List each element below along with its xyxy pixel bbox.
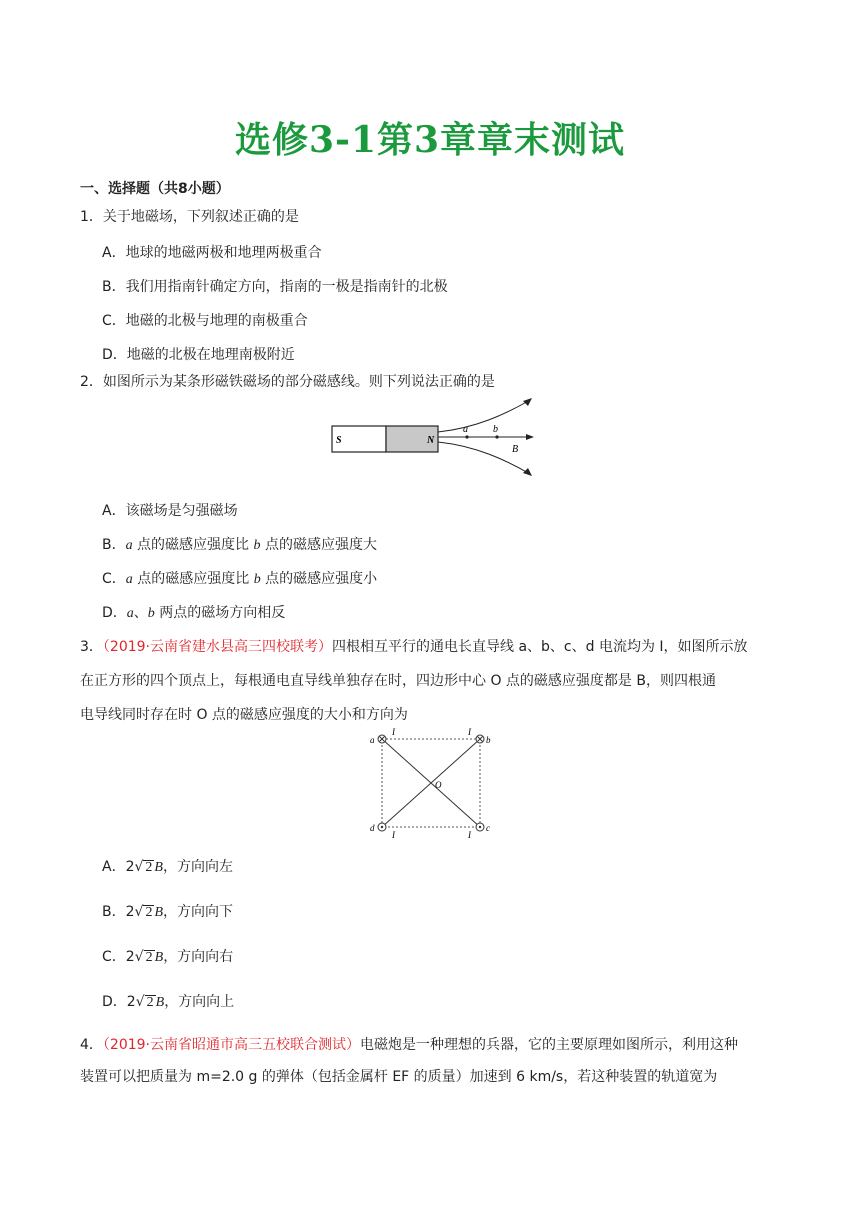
arrow-bottom [523,468,532,476]
arrow-center [526,434,534,440]
q3-option-c: C．2√ 2 B，方向向右 [102,949,234,965]
label-b: b [486,735,491,745]
q2-option-a: A．该磁场是匀强磁场 [102,503,238,519]
question-number: 1． [80,209,103,225]
arrow-top [523,398,532,406]
bar-magnet-figure [326,392,546,484]
page-title: 选修3-1第3章章末测试 [234,119,626,161]
question-3-line-2: 在正方形的四个顶点上，每根通电直导线单独存在时，四边形中心 O 点的磁感应强度都是 B，则四根通 [80,673,716,689]
label-b: b [493,424,498,435]
q2-option-c: C．a 点的磁感应强度比 b 点的磁感应强度小 [102,571,378,587]
q3-option-d: D．2√ 2 B，方向向上 [102,994,235,1010]
q1-option-c: C．地磁的北极与地理的南极重合 [102,313,308,329]
label-a: a [463,424,468,435]
question-source: （2019·云南省昭通市高三五校联合测试） [102,1037,360,1053]
question-3-line-3: 电导线同时存在时 O 点的磁感应强度的大小和方向为 [80,707,408,723]
field-line-top [438,400,530,432]
label-d: d [370,823,375,833]
current-label-a: I [392,727,395,737]
current-label-d: I [392,830,395,839]
question-4-line-1: 4．（2019·云南省昭通市高三五校联合测试）电磁炮是一种理想的兵器，它的主要原理如图所示，利用这种 [80,1037,738,1053]
label-B: B [512,444,519,455]
q1-option-d: D．地磁的北极在地理南极附近 [102,347,295,363]
label-a: a [370,735,375,745]
question-1-stem [80,206,299,226]
n-pole-label: N [427,435,435,446]
q3-option-a: A．2√ 2 B，方向向左 [102,859,233,875]
question-text: 如图所示为某条形磁铁磁场的部分磁感线。则下列说法正确的是 [102,374,495,390]
q2-option-d: D．a、b 两点的磁场方向相反 [102,605,286,621]
q1-option-a: A．地球的地磁两极和地理两极重合 [102,245,322,261]
point-b [495,435,498,438]
current-label-b: I [468,727,471,737]
question-text: 关于地磁场，下列叙述正确的是 [102,209,299,225]
q3-option-b: B．2√ 2 B，方向向下 [102,904,234,920]
q1-option-b: B．我们用指南针确定方向，指南的一极是指南针的北极 [102,279,448,295]
question-2-stem [80,371,495,391]
question-source: （2019·云南省建水县高三四校联考） [102,639,333,655]
center-label-o: O [435,780,442,790]
question-3-line-1: 3．（2019·云南省建水县高三四校联考）四根相互平行的通电长直导线 a、b、c、d 电流均为 I，如图所示放 [80,639,748,655]
s-pole-label: S [336,435,342,446]
question-4-line-2: 装置可以把质量为 m=2.0 g 的弹体（包括金属杆 EF 的质量）加速到 6 km/s，若这种装置的轨道宽为 [80,1069,718,1085]
section-heading: 一、选择题（共8小题） [80,181,230,197]
question-number: 3． [80,639,103,655]
question-number: 2． [80,374,103,390]
question-number: 4． [80,1037,103,1053]
current-label-c: I [468,830,471,839]
label-c: c [486,823,490,833]
point-a [465,435,468,438]
square-wires-figure [368,727,496,839]
q2-option-b: B．a 点的磁感应强度比 b 点的磁感应强度大 [102,537,377,553]
